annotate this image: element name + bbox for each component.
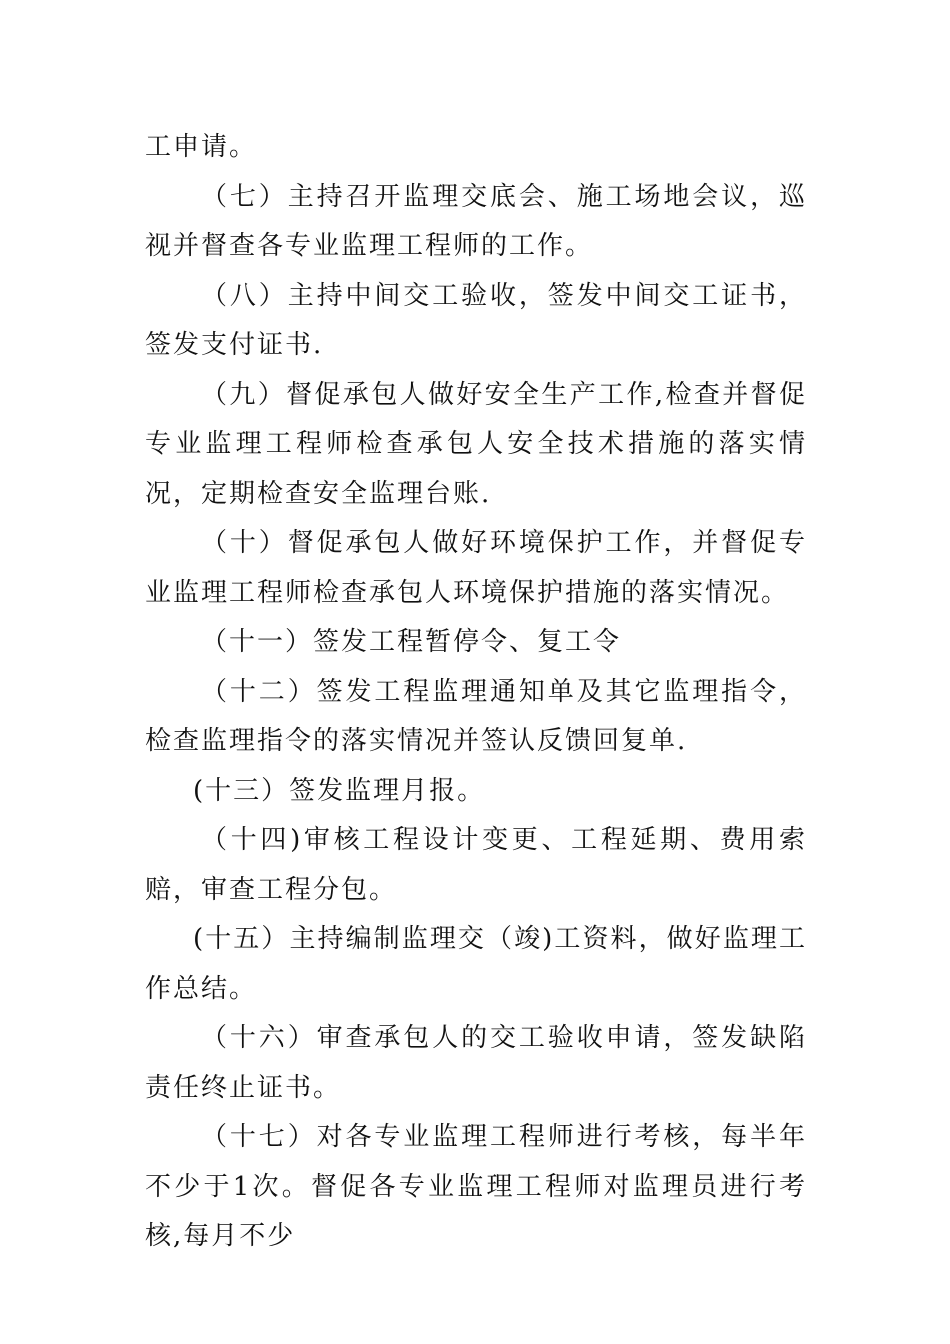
paragraph-item-7: （七）主持召开监理交底会、施工场地会议，巡视并督查各专业监理工程师的工作。 bbox=[145, 181, 807, 261]
paragraph-item-12: （十二）签发工程监理通知单及其它监理指令，检查监理指令的落实情况并签认反馈回复单. bbox=[145, 676, 807, 756]
paragraph-item-10: （十）督促承包人做好环境保护工作，并督促专业监理工程师检查承包人环境保护措施的落实情况。 bbox=[145, 528, 807, 608]
document-page bbox=[145, 123, 807, 1262]
paragraph-item-13: (十三）签发监理月报。 bbox=[193, 775, 486, 806]
paragraph-item-16: （十六）审查承包人的交工验收申请，签发缺陷责任终止证书。 bbox=[145, 1023, 807, 1103]
paragraph-item-9: （九）督促承包人做好安全生产工作,检查并督促专业监理工程师检查承包人安全技术措施的落实情况，定期检查安全监理台账. bbox=[145, 379, 807, 509]
paragraph-item-11: （十一）签发工程暂停令、复工令 bbox=[201, 627, 622, 657]
paragraph-item-17: （十七）对各专业监理工程师进行考核，每半年不少于1次。督促各专业监理工程师对监理员进行考核,每月不少 bbox=[145, 1122, 807, 1251]
paragraph-item-14: （十四)审核工程设计变更、工程延期、费用索赔，审查工程分包。 bbox=[145, 825, 807, 905]
paragraph-item-15: (十五）主持编制监理交（竣)工资料，做好监理工作总结。 bbox=[145, 924, 807, 1004]
paragraph-continuation: 工申请。 bbox=[145, 132, 258, 162]
paragraph-item-8: （八）主持中间交工验收，签发中间交工证书，签发支付证书. bbox=[145, 280, 807, 360]
